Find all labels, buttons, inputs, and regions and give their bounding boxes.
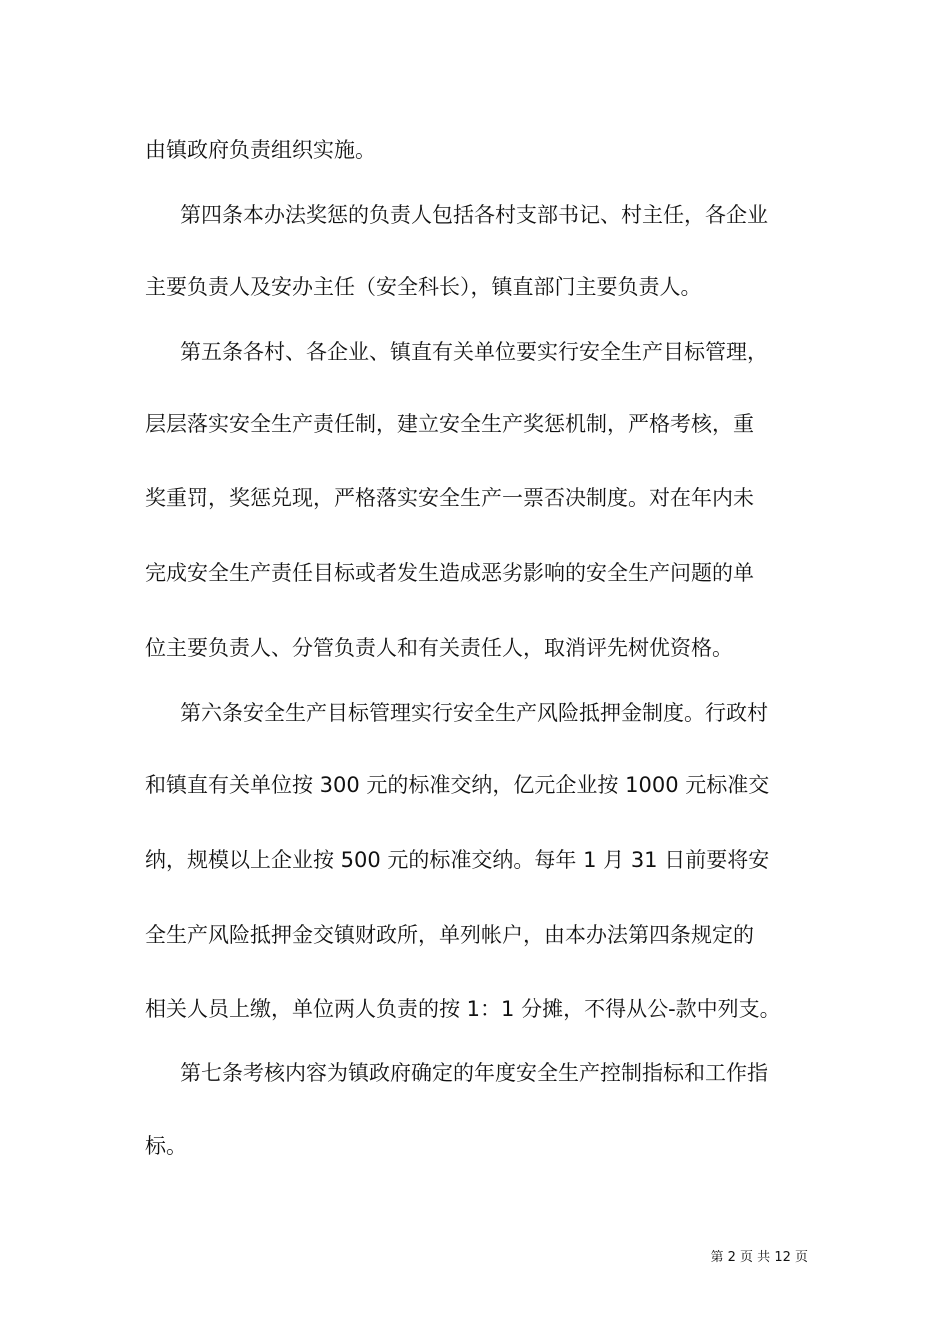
page-number-footer: 第 2 页 共 12 页 xyxy=(710,1250,808,1265)
text-line-14: 第七条考核内容为镇政府确定的年度安全生产控制指标和工作指 xyxy=(180,1061,768,1085)
text-line-6: 奖重罚，奖惩兑现，严格落实安全生产一票否决制度。对在年内未 xyxy=(145,486,754,510)
text-line-10: 和镇直有关单位按 300 元的标准交纳，亿元企业按 1000 元标准交 xyxy=(145,773,770,797)
text-line-15: 标。 xyxy=(145,1134,187,1158)
text-line-8: 位主要负责人、分管负责人和有关责任人，取消评先树优资格。 xyxy=(145,636,733,660)
text-line-9: 第六条安全生产目标管理实行安全生产风险抵押金制度。行政村 xyxy=(180,701,768,725)
text-line-5: 层层落实安全生产责任制，建立安全生产奖惩机制，严格考核，重 xyxy=(145,412,754,436)
text-line-1: 由镇政府负责组织实施。 xyxy=(145,138,376,162)
text-line-13: 相关人员上缴，单位两人负责的按 1：1 分摊，不得从公-款中列支。 xyxy=(145,997,781,1021)
text-line-4: 第五条各村、各企业、镇直有关单位要实行安全生产目标管理， xyxy=(180,340,768,364)
text-line-3: 主要负责人及安办主任（安全科长），镇直部门主要负责人。 xyxy=(145,275,702,299)
text-line-11: 纳，规模以上企业按 500 元的标准交纳。每年 1 月 31 日前要将安 xyxy=(145,848,770,872)
text-line-12: 全生产风险抵押金交镇财政所，单列帐户，由本办法第四条规定的 xyxy=(145,923,754,947)
text-line-7: 完成安全生产责任目标或者发生造成恶劣影响的安全生产问题的单 xyxy=(145,561,754,585)
text-line-2: 第四条本办法奖惩的负责人包括各村支部书记、村主任，各企业 xyxy=(180,203,768,227)
